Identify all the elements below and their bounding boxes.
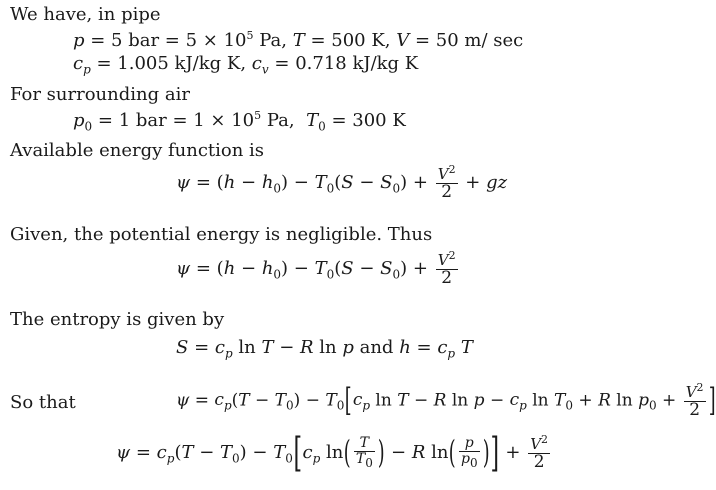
negligible-pe-text: Given, the potential energy is negligible. Thus bbox=[10, 224, 433, 245]
pipe-conditions-equation: p = 5 bar = $5 \times 10^5$ Pa, T = 500 K, V = 50 m/ sec bbox=[73, 29, 524, 51]
entropy-text: The entropy is given by bbox=[10, 309, 225, 330]
surrounding-air-text: For surrounding air bbox=[10, 84, 190, 105]
we-have-text: We have, in pipe bbox=[10, 4, 161, 25]
psi-equation-4: $\psi = c_p(T - T_0) - T_0[c_p$ ln( $\frac{T}{T_0}$ ) − R ln( $\frac{p}{p_0}$ )] + $\frac{V^2}{2}$ bbox=[116, 429, 549, 476]
psi-equation-3: $\psi = c_p(T - T_0) - T_0[c_p$ ln T − R $\ln p - c_p$ $\ln T_0 + R$ $\ln p_0$ + $\frac{V^2}{2}$ ] bbox=[176, 381, 716, 420]
available-energy-text: Available energy function is bbox=[10, 140, 265, 161]
so-that-text: So that bbox=[10, 392, 76, 413]
psi-equation-2: $\psi = (h - h_0) - T_0(S - S_0)$ + $\frac{V^2}{2}$ bbox=[176, 249, 456, 288]
air-conditions-equation: $p_0 = 1$ bar = $1 \times 10^5$ Pa, $T_0 = 300$ K bbox=[73, 109, 406, 134]
entropy-equation: $S = c_p$ ln T − R ln p and $h = c_p$ T bbox=[176, 337, 473, 361]
psi-equation-1: $\psi = (h - h_0) - T_0(S - S_0)$ + $\frac{V^2}{2}$ + gz bbox=[176, 163, 508, 202]
specific-heats-equation: $c_p = 1.005$ kJ/kg K, $c_v = 0.718$ kJ/kg K bbox=[73, 53, 419, 77]
